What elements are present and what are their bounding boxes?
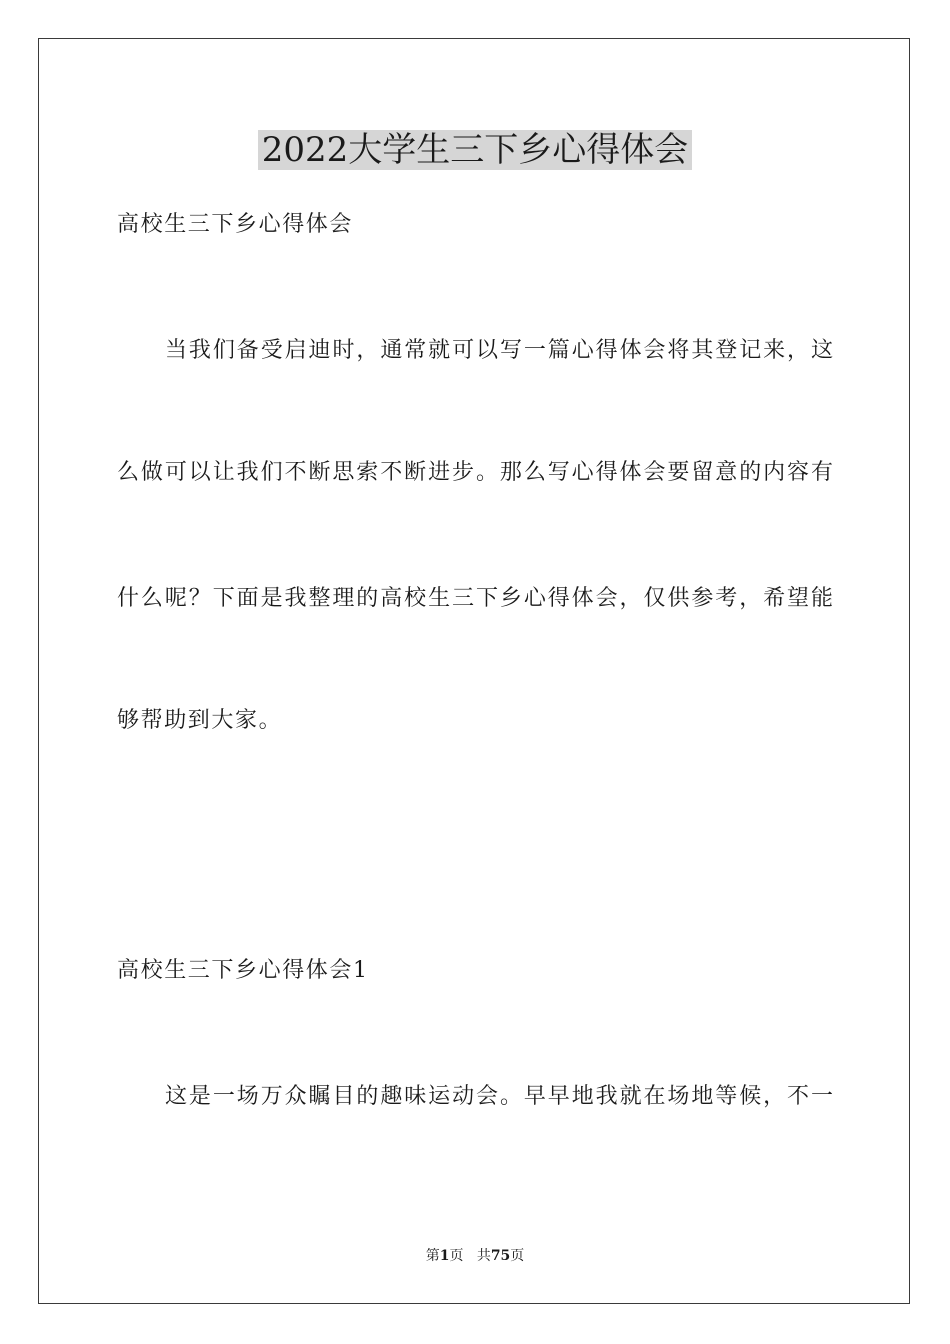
document-title: [0, 128, 950, 172]
footer-total-suffix: 页: [510, 1248, 525, 1264]
document-title-text: 2022大学生三下乡心得体会: [258, 130, 693, 170]
paragraph-line: 什么呢？下面是我整理的高校生三下乡心得体会，仅供参考，希望能: [117, 586, 833, 611]
paragraph-line: 当我们备受启迪时，通常就可以写一篇心得体会将其登记来，这: [165, 338, 833, 363]
footer-page-number: 1: [439, 1248, 450, 1264]
section-heading: 高校生三下乡心得体会1: [117, 958, 369, 983]
paragraph-line: 么做可以让我们不断思索不断进步。那么写心得体会要留意的内容有: [117, 460, 833, 485]
footer-total-pages: 75: [490, 1248, 511, 1264]
footer-page-prefix: 第: [425, 1248, 440, 1264]
paragraph-line: 这是一场万众瞩目的趣味运动会。早早地我就在场地等候，不一: [165, 1084, 833, 1109]
footer-total-prefix: 共: [476, 1248, 491, 1264]
page-footer: [0, 1246, 950, 1266]
document-subtitle: 高校生三下乡心得体会: [117, 212, 354, 237]
footer-page-suffix: 页: [449, 1248, 464, 1264]
paragraph-line: 够帮助到大家。: [117, 708, 283, 733]
